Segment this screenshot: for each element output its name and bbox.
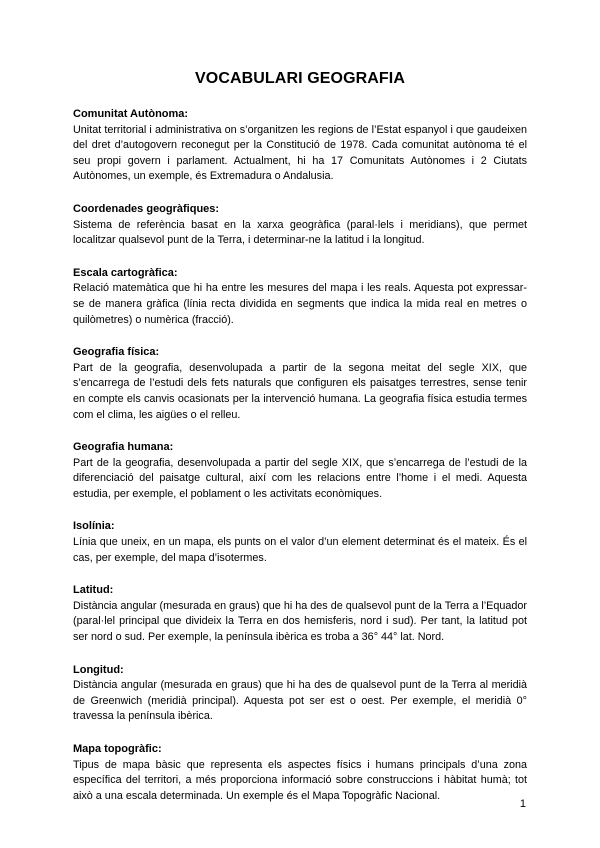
document-title: VOCABULARI GEOGRAFIA (195, 70, 405, 87)
vocabulary-definition: Unitat territorial i administrativa on s’organitzen les regions de l’Estat espanyol i que gaudeixen del dret d’autogovern reconegut per la Constitució de 1978. Cada comunitat autònoma té el seu propi govern i parlament. Actualment, hi ha 17 Comunitats Autònomes i 2 Ciutats Autònomes, un exemple, és Extremadura o Andalusia. (73, 123, 527, 183)
vocabulary-definition: Part de la geografia, desenvolupada a partir del segle XIX, que s’encarrega de l’estudi de la diferenciació del paisatge cultural, així com les relacions entre l’home i el medi. Aquesta estudia, per exemple, el poblament o les activitats econòmiques. (73, 456, 527, 500)
vocabulary-term: Isolínia: (73, 520, 115, 533)
vocabulary-term: Latitud: (73, 584, 114, 597)
vocabulary-entry-coordenades-geografiques (73, 202, 527, 249)
vocabulary-entry-geografia-fisica (73, 345, 527, 423)
vocabulary-term: Comunitat Autònoma: (73, 108, 189, 120)
vocabulary-list (73, 107, 527, 821)
vocabulary-entry-comunitat-autonoma (73, 107, 527, 185)
vocabulary-definition: Tipus de mapa bàsic que representa els aspectes físics i humans principals d’una zona específica del territori, a més proporciona informació sobre construccions i hàbitat humà; tot això a una escala determinada. Un exemple és el Mapa Topogràfic Nacional. (73, 758, 527, 802)
vocabulary-entry-isolinia (73, 519, 527, 566)
vocabulary-term: Longitud: (73, 663, 124, 676)
vocabulary-definition: Relació matemàtica que hi ha entre les mesures del mapa i les reals. Aquesta pot expressar-se de manera gràfica (línia recta dividida en segments que indica la mida real en metres o quilòmetres) o numèrica (fracció). (73, 282, 527, 326)
vocabulary-entry-geografia-humana (73, 440, 527, 502)
vocabulary-term: Coordenades geogràfiques: (73, 202, 220, 215)
vocabulary-term: Geografia humana: (73, 441, 174, 454)
vocabulary-definition: Línia que uneix, en un mapa, els punts on el valor d’un element determinat és el mateix. És el cas, per exemple, del mapa d’isotermes. (73, 536, 527, 564)
vocabulary-definition: Distància angular (mesurada en graus) que hi ha des de qualsevol punt de la Terra al meridià de Greenwich (meridià principal). Aquesta pot ser est o oest. Per exemple, el meridià 0° travessa la península ibèrica. (73, 679, 527, 723)
vocabulary-entry-longitud (73, 663, 527, 725)
vocabulary-term: Geografia física: (73, 346, 160, 359)
vocabulary-term: Mapa topogràfic: (73, 743, 162, 755)
vocabulary-term: Escala cartogràfica: (73, 266, 178, 279)
vocabulary-entry-latitud (73, 583, 527, 645)
vocabulary-entry-mapa-topografic (73, 742, 527, 804)
page-number: 1 (519, 798, 526, 810)
vocabulary-definition: Part de la geografia, desenvolupada a partir de la segona meitat del segle XIX, que s’encarrega de l’estudi dels fets naturals que configuren els paisatges terrestres, sense tenir en compte els canvis ocasionats per la intervenció humana. La geografia física estudia termes com el clima, les aigües o el relleu. (73, 361, 527, 421)
vocabulary-entry-escala-cartografica (73, 266, 527, 328)
vocabulary-definition: Sistema de referència basat en la xarxa geogràfica (paral·lels i meridians), que permet localitzar qualsevol punt de la Terra, i determinar-ne la latitud i la longitud. (73, 218, 527, 247)
vocabulary-definition: Distància angular (mesurada en graus) que hi ha des de qualsevol punt de la Terra a l’Equador (paral·lel principal que divideix la Terra en dos hemisferis, nord i sud). Per tant, la latitud pot ser nord o sud. Per exemple, la península ibèrica es troba a 36° 44° lat. Nord. (73, 599, 527, 644)
